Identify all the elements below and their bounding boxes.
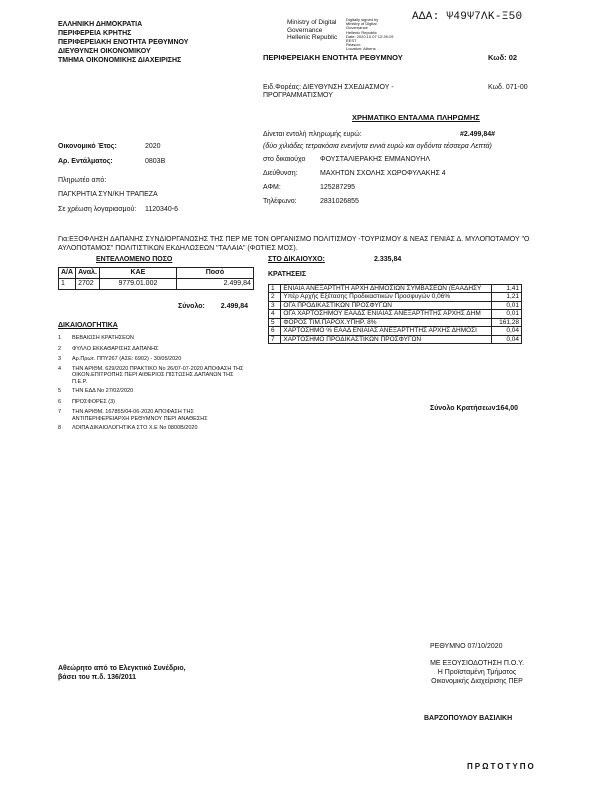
fiscal-year-value: 2020 (145, 143, 161, 150)
beneficiary-name: ΦΟΥΣΤΑΛΙΕΡΑΚΗΣ ΕΜΜΑΝΟΥΗΛ (320, 156, 431, 163)
deduction-amount: 0,01 (491, 310, 521, 318)
doc-index: 7 (58, 409, 62, 415)
list-item (58, 356, 248, 363)
signer-name: ΒΑΡΖΟΠΟΥΛΟΥ ΒΑΣΙΛΙΚΗ (424, 715, 513, 722)
deduction-amount: 161,28 (491, 318, 521, 326)
signature-line: Governance (287, 26, 323, 34)
audit-line: βάσει του π.δ. 136/2011 (58, 674, 137, 681)
doc-text: ΤΗΝ ΑΡΙΘΜ. 167855/04-06-2020 ΑΠΟΦΑΣΗ ΤΗΣ ΑΝΤΙΠΕΡΙΦΕΡΕΙΑΡΧΗ ΡΕΘΥΜΝΟΥ ΠΕΡΙ ΑΝΑΘΕΣΗΣ (72, 409, 208, 422)
payment-amount: #2.499,84# (460, 131, 496, 138)
deduction-index: 2 (269, 293, 281, 301)
deductions-title: ΚΡΑΤΗΣΕΙΣ (268, 271, 307, 278)
header-line: ΤΜΗΜΑ ΟΙΚΟΝΟΜΙΚΗΣ ΔΙΑΧΕΙΡΙΣΗΣ (58, 57, 182, 64)
table-row (59, 279, 254, 290)
afm-label: ΑΦΜ: (263, 184, 281, 191)
stamp-line: Governance (346, 25, 368, 31)
table-row (269, 301, 522, 309)
doc-index: 4 (58, 365, 62, 372)
fiscal-year-label: Οικονομικό Έτος: (58, 143, 117, 150)
doc-text: ΤΗΝ ΑΡΙΘΜ. 629/2020 ΠΡΑΚΤΙΚΟ Νο 26/07-07-2020 ΑΠΟΦΑΣΗ ΤΗΣ ΟΙΚΟΝ.ΕΠΙΤΡΟΠΗΣ ΠΕΡΙ ΑΙΘΕΡΙΟΣ ΠΙΣΤΩΣΗΣ ΔΑΠΑΝΩΝ ΤΗΣ Π.Ε.Ρ. (72, 365, 244, 385)
ada-code: ΑΔΑ: Ψ49Ψ7ΛΚ-Ξ50 (412, 11, 523, 23)
account-label: Σε χρέωση λογαριασμού: (58, 206, 137, 213)
doc-index: 3 (58, 356, 62, 362)
header-line: ΠΕΡΙΦΕΡΕΙΑΚΗ ΕΝΟΤΗΤΑ ΡΕΘΥΜΝΟΥ (58, 39, 189, 46)
doc-text: ΤΗΝ ΕΔΔ Νο 27/02/2020 (72, 388, 134, 394)
list-item (58, 388, 248, 395)
unit-code: Κωδ: 02 (488, 53, 518, 62)
deduction-index: 1 (269, 285, 281, 293)
deductions-total-amount: 164,00 (496, 405, 518, 412)
afm-value: 125287295 (320, 184, 356, 191)
special-body-code: Κωδ. 071-00 (488, 84, 528, 91)
deduction-text: ΧΑΡΤΟΣΗΜΟ % ΕΑΑΔ ΕΝΙΑΙΑΣ ΑΝΕΞΑΡΤΗΤΗΣ ΑΡΧΗΣ ΔΗΜΟΣΙ (281, 327, 491, 335)
table-row (269, 318, 522, 326)
table-row (269, 327, 522, 335)
signer-line: ΜΕ ΕΞΟΥΣΙΟΔΟΤΗΣΗ Π.Ο.Υ. (430, 660, 524, 667)
kae-cell: 2702 (76, 279, 100, 290)
doc-text: ΠΡΟΣΦΟΡΕΣ (3) (72, 398, 115, 405)
stamp-line: Date: 2020.10.07 12:39:19 (346, 33, 394, 39)
payable-by-label: Πληρωτέο από: (58, 177, 107, 184)
deduction-amount: 1,41 (491, 285, 521, 293)
doc-index: 1 (58, 335, 62, 341)
beneficiary-label: στο δικαιούχο (263, 156, 306, 163)
audit-line: Αθεώρητο από το Ελεγκτικό Συνέδριο, (58, 665, 186, 672)
original-label: ΠΡΩΤΟΤΥΠΟ (467, 762, 536, 771)
payment-instruction-label: Δίνεται εντολή πληρωμής ευρώ: (263, 131, 362, 138)
deduction-index: 3 (269, 301, 281, 309)
doc-text: ΒΕΒΑΙΩΣΗ ΚΡΑΤΗΣΕΩΝ (72, 335, 134, 341)
date-place: ΡΕΘΥΜΝΟ 07/10/2020 (430, 643, 503, 650)
ordered-amount-title: ΕΝΤΕΛΛΟΜΕΝΟ ΠΟΣΟ (96, 256, 173, 263)
kae-cell: 2.499,84 (176, 279, 253, 290)
order-number-label: Αρ. Εντάλματος: (58, 158, 113, 165)
address-value: ΜΑΧΗΤΩΝ ΣΧΟΛΗΣ ΧΩΡΟΦΥΛΑΚΗΣ 4 (320, 170, 446, 177)
signer-role (402, 659, 552, 686)
signer-line: Οικονομικής Διαχείρισης ΠΕΡ (431, 678, 523, 685)
list-item (58, 425, 248, 432)
header-line: ΕΛΛΗΝΙΚΗ ΔΗΜΟΚΡΑΤΙΑ (58, 21, 143, 28)
stamp-line: EEST (346, 37, 357, 43)
list-item (58, 346, 248, 353)
deduction-amount: 0,01 (491, 301, 521, 309)
deductions-table (268, 284, 522, 344)
doc-index: 8 (58, 425, 62, 431)
list-item (58, 366, 248, 386)
order-number-value: 0803Β (145, 158, 166, 165)
address-label: Διεύθυνση: (263, 170, 298, 177)
stamp-line: Ministry of Digital (346, 21, 377, 27)
stamp-line: Reason: (346, 42, 361, 48)
digital-signature-label (287, 19, 337, 42)
list-item (58, 399, 248, 406)
special-body: Ειδ.Φορέας: ΔΙΕΥΘΥΝΣΗ ΣΧΕΔΙΑΣΜΟΥ - ΠΡΟΓΡΑΜΜΑΤΙΣΜΟΥ (263, 84, 394, 100)
deductions-total-label: Σύνολο Κρατήσεων: (430, 405, 498, 412)
payment-purpose: Για:ΕΞΟΦΛΗΣΗ ΔΑΠΑΝΗΣ ΣΥΝΔΙΟΡΓΑΝΩΣΗΣ ΤΗΣ ΠΕΡ ΜΕ ΤΟΝ ΟΡΓΑΝΙΣΜΟ ΠΟΛΙΤΙΣΜΟΥ -ΤΟΥΡΙΣΜΟΥ & ΝΕΑΣ ΓΕΝΙΑΣ Δ. ΜΥΛΟΠΟΤΑΜΟΥ "Ο ΑΥΛΟΠΟΤΑΜΟΣ" ΠΟΛΙΤΙΣΤΙΚΩΝ ΕΚΔΗΛΩΣΕΩΝ "ΤΑΛΑΙΑ" (ΦΩΤΙΕΣ ΜΟΣ). (58, 236, 530, 252)
supporting-documents-title: ΔΙΚΑΙΟΛΟΓΗΤΙΚΑ (58, 322, 118, 329)
list-item (58, 335, 248, 342)
table-row (269, 310, 522, 318)
payable-by-bank: ΠΑΓΚΡΗΤΙΑ ΣΥΝ/ΚΗ ΤΡΑΠΕΖΑ (58, 191, 158, 198)
signer-line: Η Προϊσταμένη Τμήματος (437, 669, 517, 676)
net-to-beneficiary-amount: 2.335,84 (374, 256, 402, 263)
deduction-text: Υπέρ Αρχής Εξέτασης Προδικαστικών Προσφυγών 0,06% (281, 293, 491, 301)
doc-text: Αρ.Πρωτ. ΠΠΥ267 (ΑΣΕ: 6902) - 30/05/2020 (72, 356, 182, 362)
deduction-text: ΕΝΙΑΙΑ ΑΝΕΞΑΡΤΗΤΗ ΑΡΧΗ ΔΗΜΟΣΙΩΝ ΣΥΜΒΑΣΕΩΝ (ΕΑΑΔΗΣΥ (281, 285, 491, 293)
deduction-text: ΟΓΑ ΠΡΟΔΙΚΑΣΤΙΚΩΝ ΠΡΟΣΦΥΓΩΝ (281, 301, 491, 309)
total-amount: 2.499,84 (220, 303, 248, 310)
supporting-documents-list (58, 335, 248, 433)
header-line: ΔΙΕΥΘΥΝΣΗ ΟΙΚΟΝΟΜΙΚΟΥ (58, 48, 151, 55)
kae-col-aa: Α/Α (59, 268, 76, 279)
stamp-line: Digitally signed by (346, 17, 379, 22)
deduction-text: ΦΟΡΟΣ ΤΙΜ.ΠΑΡΟΧ.ΥΠΗΡ. 8% (281, 318, 491, 326)
signature-line: Hellenic Republic (287, 34, 338, 41)
table-row (269, 293, 522, 301)
kae-header-row (59, 268, 254, 279)
unit-title: ΠΕΡΙΦΕΡΕΙΑΚΗ ΕΝΟΤΗΤΑ ΡΕΘΥΜΝΟΥ (263, 53, 403, 62)
kae-cell: 9779.01.002 (99, 279, 176, 290)
phone-label: Τηλέφωνο: (263, 198, 297, 205)
deduction-text: ΟΓΑ ΧΑΡΤΟΣΗΜΟΥ ΕΑΑΔΣ ΕΝΙΑΙΑΣ ΑΝΕΞΑΡΤΗΤΗΣ ΑΡΧΗΣ ΔΗΜ (281, 310, 491, 318)
stamp-line: Hellenic Republic (346, 29, 377, 35)
deduction-amount: 1,21 (491, 293, 521, 301)
doc-index: 5 (58, 388, 62, 394)
deduction-text: ΧΑΡΤΟΣΗΜΟ ΠΡΟΔΙΚΑΣΤΙΚΩΝ ΠΡΟΣΦΥΓΩΝ (281, 335, 491, 343)
phone-value: 2831026855 (320, 198, 359, 205)
kae-col-kae: ΚΑΕ (99, 268, 176, 279)
table-row (269, 335, 522, 343)
doc-text: ΦΥΛΛΟ ΕΚΚΑΘΑΡΙΣΗΣ ΔΑΠΑΝΗΣ (72, 345, 159, 352)
deduction-index: 4 (269, 310, 281, 318)
table-row (269, 285, 522, 293)
net-to-beneficiary-label: ΣΤΟ ΔΙΚΑΙΟΥΧΟ: (268, 256, 325, 263)
digital-signature-stamp (346, 18, 408, 52)
kae-cell: 1 (59, 279, 76, 290)
document-title: ΧΡΗΜΑΤΙΚΟ ΕΝΤΑΛΜΑ ΠΛΗΡΩΜΗΣ (352, 113, 480, 122)
deduction-amount: 0,04 (491, 335, 521, 343)
account-number: 1120340-6 (145, 206, 178, 213)
deduction-index: 6 (269, 327, 281, 335)
stamp-line: Location: Athens (346, 46, 376, 52)
list-item (58, 409, 248, 422)
doc-index: 2 (58, 345, 62, 352)
kae-col-amount: Ποσό (176, 268, 253, 279)
kae-table (58, 267, 254, 290)
kae-col-anal: Αναλ. (76, 268, 100, 279)
issuer-header (58, 20, 188, 65)
amount-in-words: (δύο χιλιάδες τετρακόσια ενενήντα εννιά ευρώ και ογδόντα τέσσερα Λεπτά) (263, 143, 492, 150)
doc-index: 6 (58, 398, 62, 405)
audit-note (58, 664, 186, 682)
deduction-index: 7 (269, 335, 281, 343)
signature-line: Ministry of Digital (287, 19, 337, 26)
deduction-amount: 0,04 (491, 327, 521, 335)
doc-text: ΛΟΙΠΑ ΔΙΚΑΙΟΛΟΓΗΤΙΚΑ ΣΤΟ Χ.Ε Νο 0800Β/2020 (72, 425, 198, 431)
deduction-index: 5 (269, 318, 281, 326)
total-label: Σύνολο: (178, 303, 205, 310)
header-line: ΠΕΡΙΦΕΡΕΙΑ ΚΡΗΤΗΣ (58, 30, 132, 37)
